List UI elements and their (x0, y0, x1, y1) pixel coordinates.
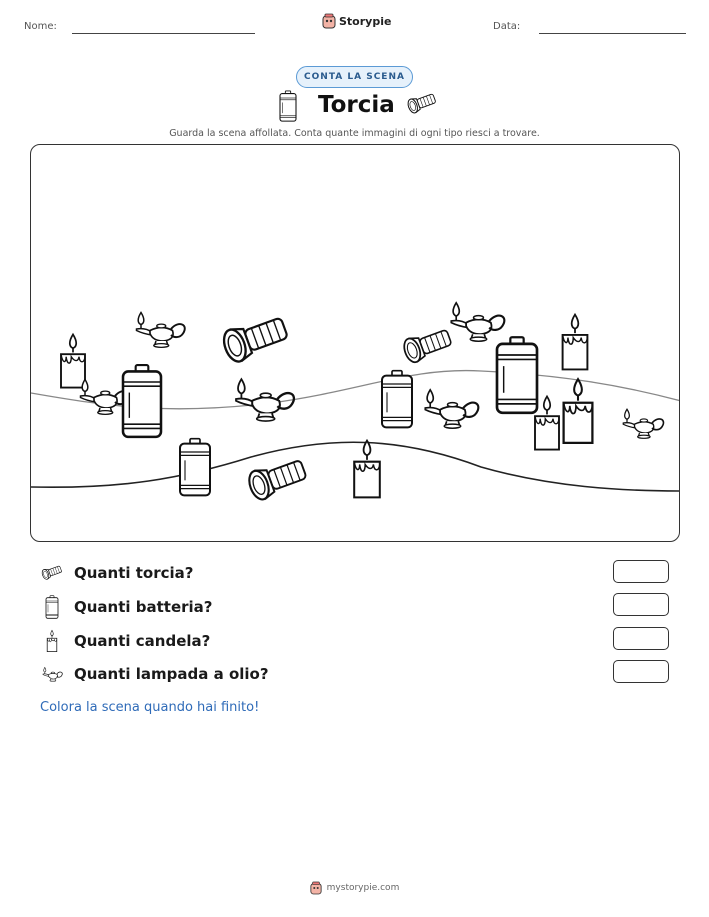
battery-icon (40, 595, 64, 619)
battery (180, 439, 210, 496)
name-field[interactable] (72, 33, 255, 34)
storypie-mascot-icon (322, 13, 336, 29)
question-flashlight (40, 561, 194, 585)
battery-icon (278, 90, 298, 122)
flashlight (246, 455, 309, 502)
oil-lamp (623, 409, 663, 438)
name-label: Nome: (24, 21, 57, 32)
brand-name: Storypie (339, 14, 392, 28)
coloring-note: Colora la scena quando hai finito! (40, 700, 260, 715)
question-battery (40, 595, 213, 619)
question-label: Quanti batteria? (74, 598, 213, 616)
storypie-mascot-icon (310, 881, 322, 895)
answer-box-flashlight[interactable] (613, 560, 669, 583)
brand-logo (322, 13, 391, 29)
flashlight (401, 325, 453, 364)
battery (497, 337, 537, 413)
flashlight-icon (405, 90, 439, 118)
question-label: Quanti lampada a olio? (74, 665, 269, 683)
date-field[interactable] (539, 33, 686, 34)
counting-scene (30, 144, 680, 542)
flashlight (220, 312, 290, 364)
oil-lamp (425, 390, 478, 428)
answer-box-candle[interactable] (613, 627, 669, 650)
candle (564, 379, 593, 443)
candle-icon (40, 629, 64, 653)
battery (382, 371, 412, 428)
question-candle (40, 629, 210, 653)
oil-lamp-icon (40, 662, 64, 686)
question-oil-lamp (40, 662, 269, 686)
oil-lamp (451, 303, 504, 341)
question-label: Quanti torcia? (74, 564, 194, 582)
candle (61, 334, 85, 387)
flashlight-icon (40, 561, 64, 585)
question-label: Quanti candela? (74, 632, 211, 650)
candle (563, 315, 588, 370)
candle (354, 441, 380, 498)
footer (0, 881, 709, 895)
battery (123, 365, 161, 437)
date-label: Data: (493, 21, 521, 32)
oil-lamp (137, 313, 185, 348)
answer-box-battery[interactable] (613, 593, 669, 616)
page-title: Torcia (318, 92, 395, 118)
candle (535, 396, 559, 449)
answer-box-oil-lamp[interactable] (613, 660, 669, 683)
oil-lamp (236, 379, 294, 421)
footer-site: mystorypie.com (326, 883, 400, 893)
activity-badge: CONTA LA SCENA (296, 66, 413, 88)
oil-lamp (81, 380, 129, 415)
instructions: Guarda la scena affollata. Conta quante immagini di ogni tipo riesci a trovare. (169, 128, 540, 139)
